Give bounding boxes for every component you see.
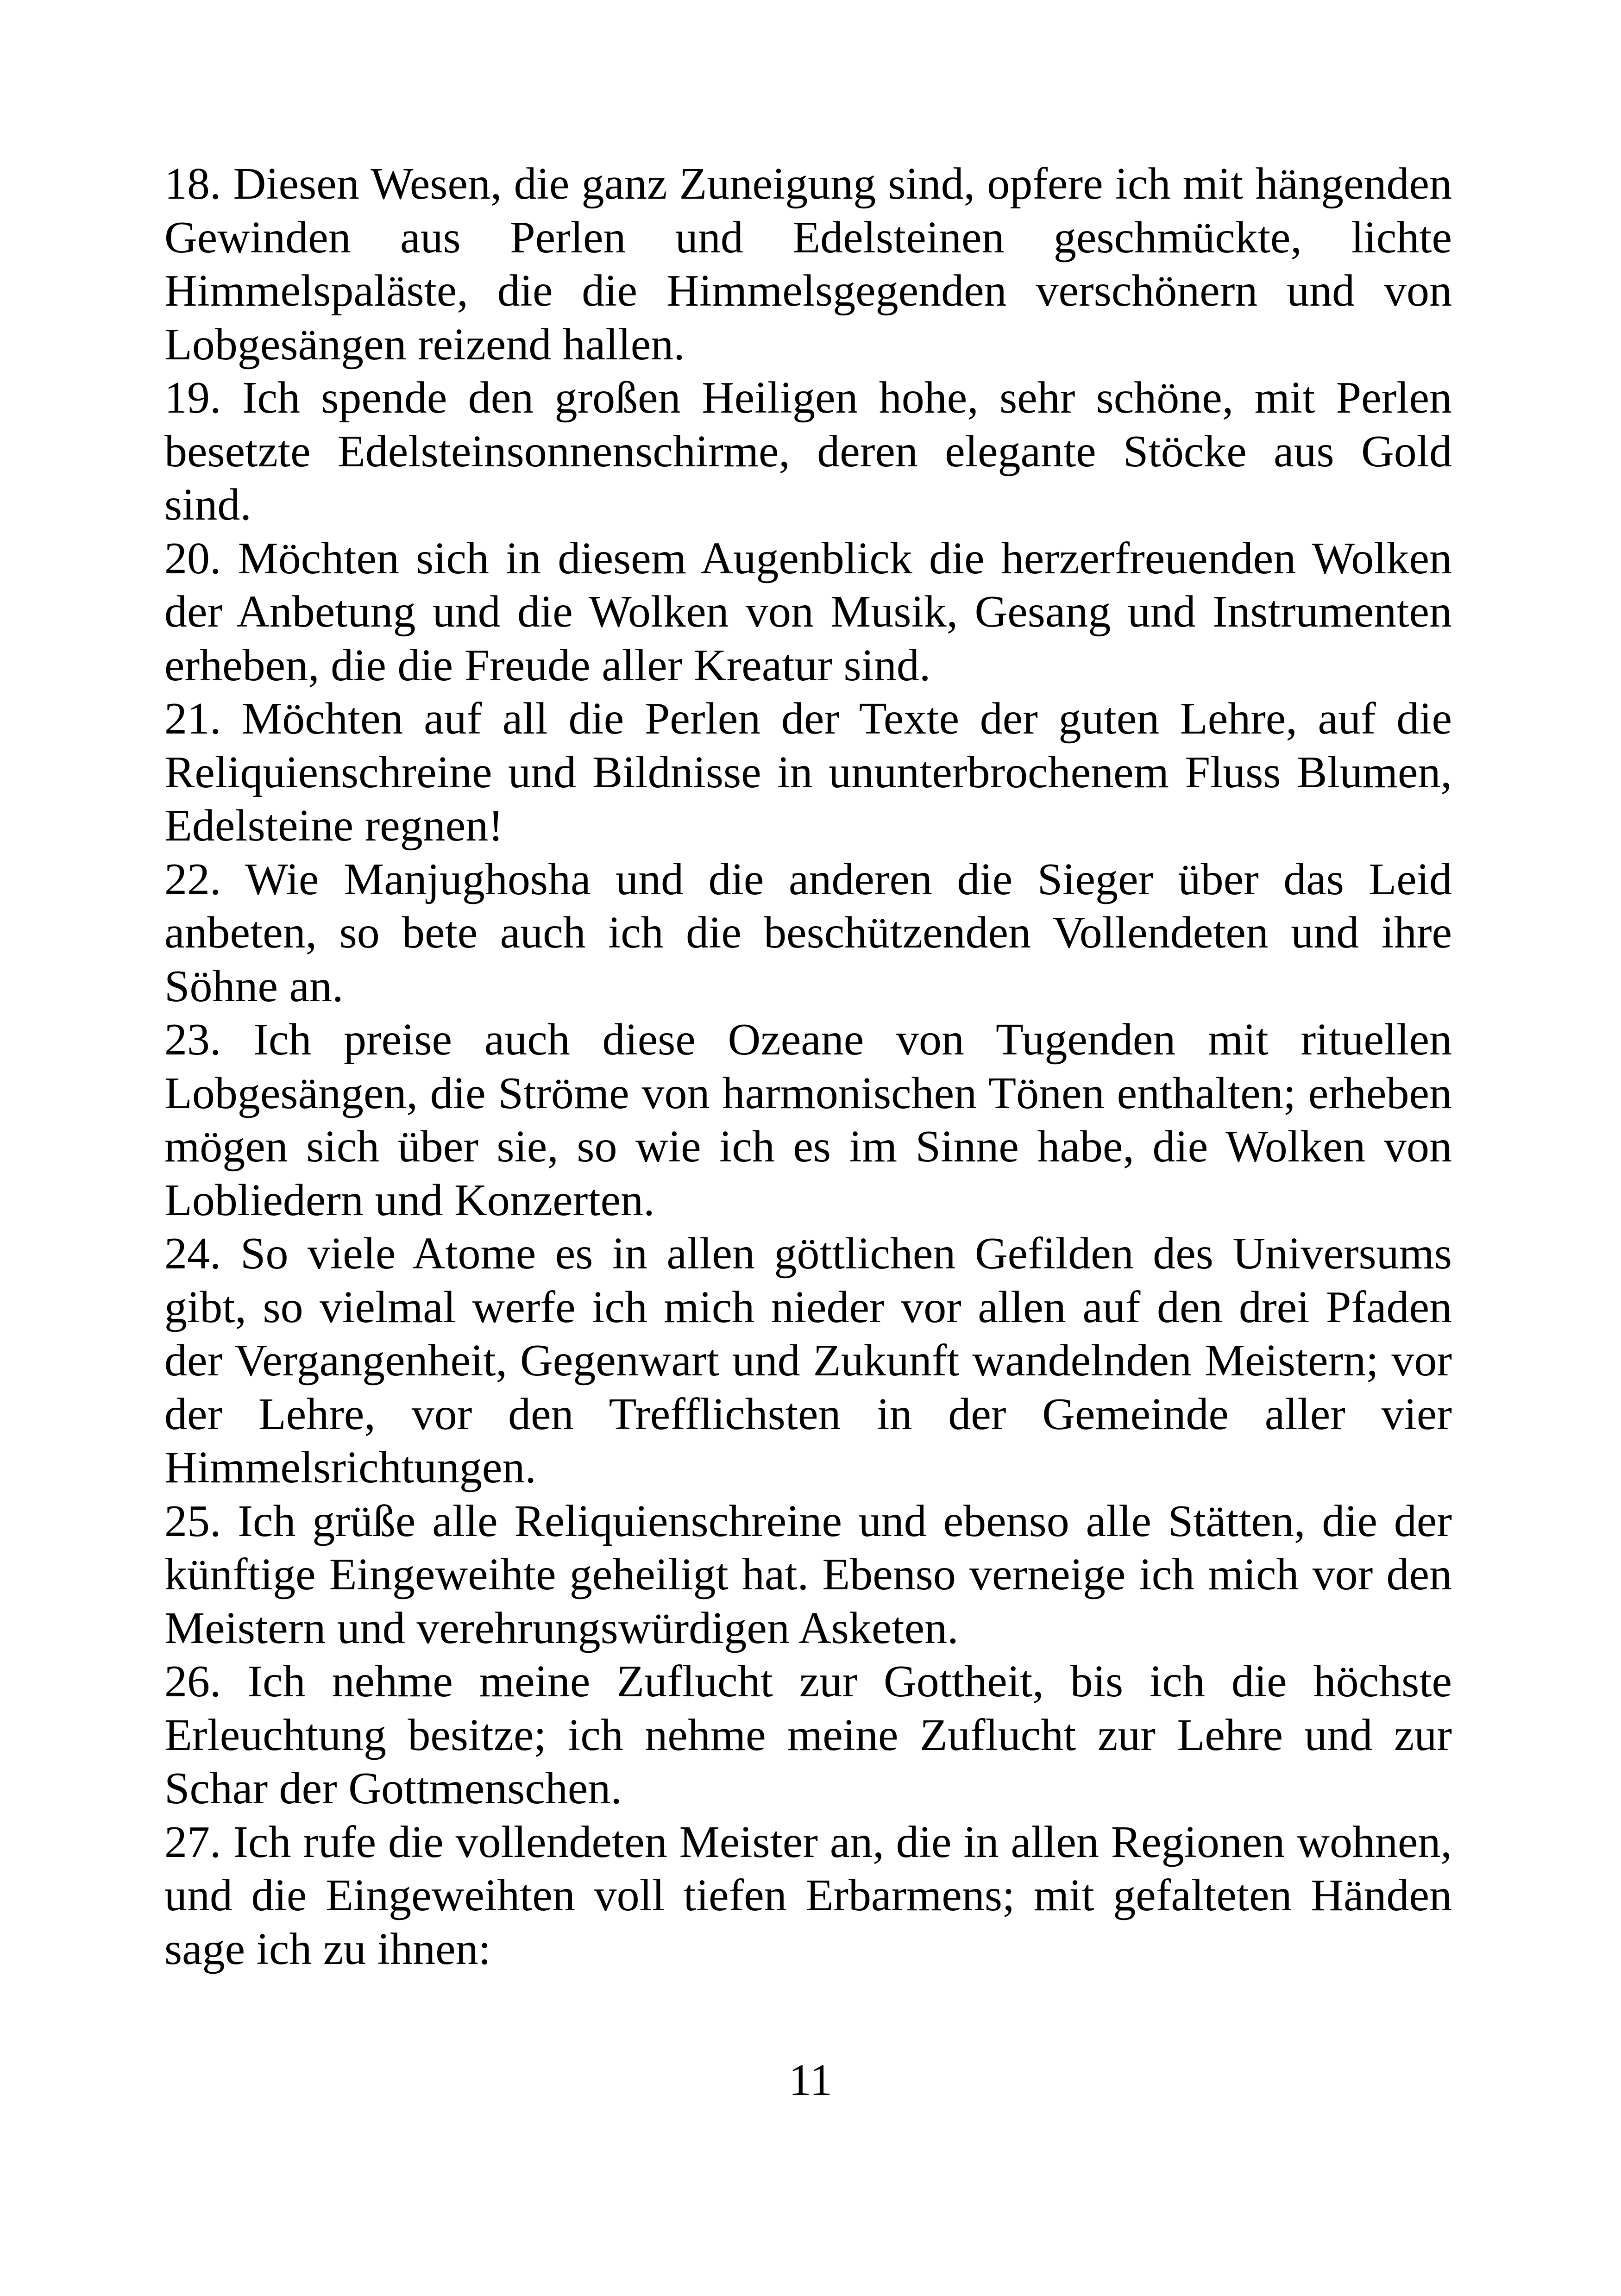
verse-24: 24. So viele Atome es in allen göttlichen Gefilden des Universums gibt, so vielmal werfe ich mich nieder vor allen auf den drei Pfaden der Vergangenheit, Gegenwart und Zukunft wandelnden Meistern; vor der Lehre, vor den Trefflichsten in der Gemeinde aller vier Himmelsrichtungen. xyxy=(164,1229,1452,1493)
verse-19: 19. Ich spende den großen Heiligen hohe, sehr schöne, mit Perlen besetzte Edelsteinsonnenschirme, deren elegante Stöcke aus Gold sind. xyxy=(164,373,1452,530)
verse-20: 20. Möchten sich in diesem Augenblick die herzerfreuenden Wolken der Anbetung und die Wolken von Musik, Gesang und Instrumenten erheben, die die Freude aller Kreatur sind. xyxy=(164,533,1452,690)
verse-26: 26. Ich nehme meine Zuflucht zur Gottheit, bis ich die höchste Erleuchtung besitze; ich nehme meine Zuflucht zur Lehre und zur Schar der Gottmenschen. xyxy=(164,1656,1452,1813)
verse-22: 22. Wie Manjughosha und die anderen die Sieger über das Leid anbeten, so bete auch ich die beschützenden Vollendeten und ihre Söhne an. xyxy=(164,854,1452,1011)
verse-27: 27. Ich rufe die vollendeten Meister an, die in allen Regionen wohnen, und die Eingeweihten voll tiefen Erbarmens; mit gefalteten Händen sage ich zu ihnen: xyxy=(164,1817,1452,1974)
verse-18: 18. Diesen Wesen, die ganz Zuneigung sind, opfere ich mit hängenden Gewinden aus Perlen und Edelsteinen geschmückte, lichte Himmelspaläste, die die Himmelsgegenden verschönern und von Lobgesängen reizend hallen. xyxy=(164,159,1452,370)
page-number: 11 xyxy=(788,2055,833,2105)
verse-23: 23. Ich preise auch diese Ozeane von Tugenden mit rituellen Lobgesängen, die Ströme von harmonischen Tönen enthalten; erheben mögen sich über sie, so wie ich es im Sinne habe, die Wolken von Lobliedern und Konzerten. xyxy=(164,1015,1452,1225)
verse-21: 21. Möchten auf all die Perlen der Texte der guten Lehre, auf die Reliquienschreine und Bildnisse in ununterbrochenem Fluss Blumen, Edelsteine regnen! xyxy=(164,694,1452,851)
verse-25: 25. Ich grüße alle Reliquienschreine und ebenso alle Stätten, die der künftige Eingeweihte geheiligt hat. Ebenso verneige ich mich vor den Meistern und verehrungswürdigen Asketen. xyxy=(164,1496,1452,1653)
verse-list xyxy=(164,157,1452,1976)
